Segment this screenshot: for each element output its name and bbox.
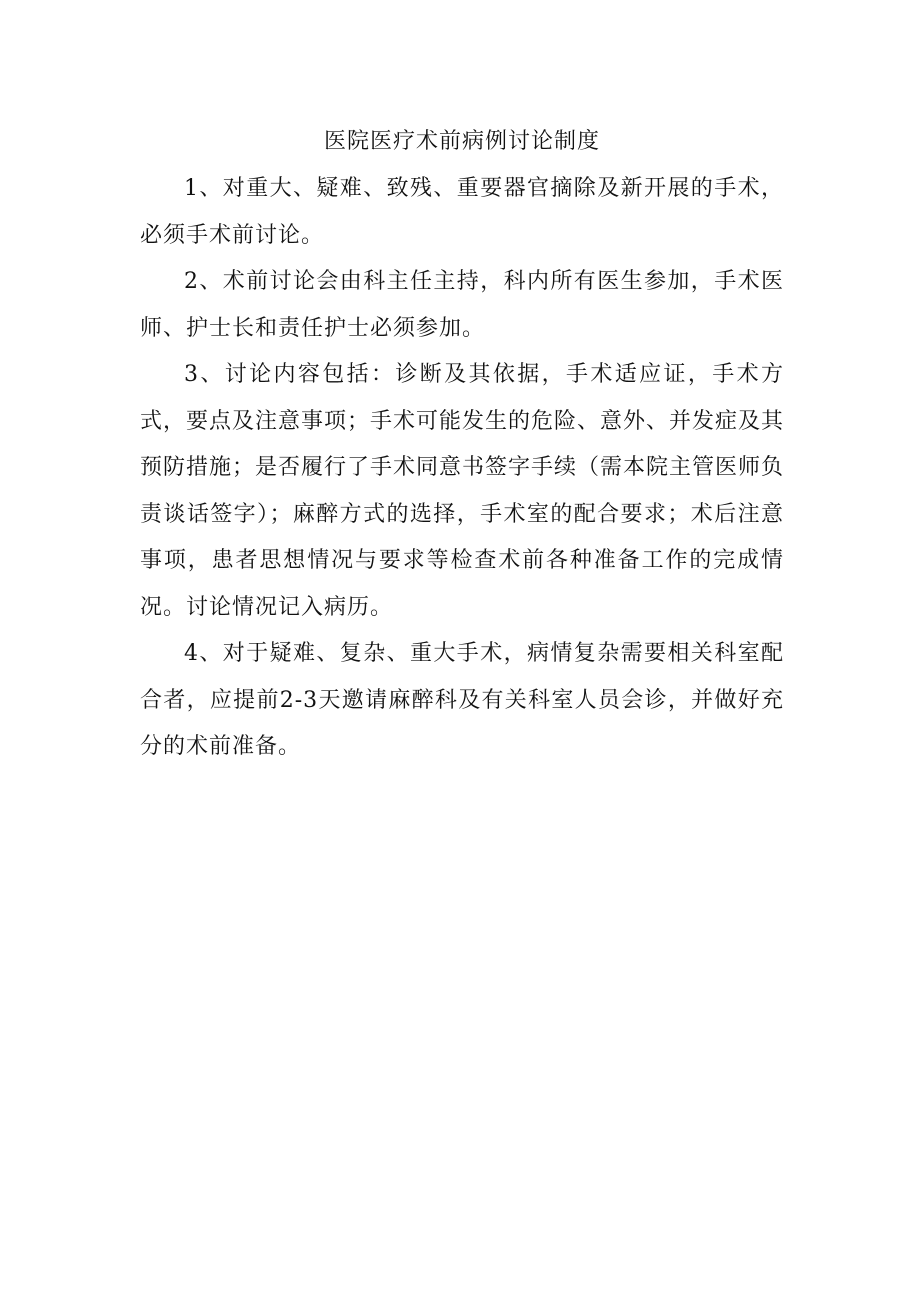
clause-1: 1、对重大、疑难、致残、重要器官摘除及新开展的手术，必须手术前讨论。 <box>140 176 784 248</box>
document-body <box>140 122 784 771</box>
clause-2: 2、术前讨论会由科主任主持，科内所有医生参加，手术医师、护士长和责任护士必须参加。 <box>140 269 784 341</box>
clause-3: 3、讨论内容包括：诊断及其依据，手术适应证，手术方式，要点及注意事项；手术可能发生的危险、意外、并发症及其预防措施；是否履行了手术同意书签字手续（需本院主管医师负责谈话签字）；麻醉方式的选择，手术室的配合要求；术后注意事项，患者思想情况与要求等检查术前各种准备工作的完成情况。讨论情况记入病历。 <box>140 362 785 620</box>
clause-4: 4、对于疑难、复杂、重大手术，病情复杂需要相关科室配合者，应提前2-3天邀请麻醉科及有关科室人员会诊，并做好充分的术前准备。 <box>140 641 784 759</box>
document-title: 医院医疗术前病例讨论制度 <box>323 129 600 154</box>
